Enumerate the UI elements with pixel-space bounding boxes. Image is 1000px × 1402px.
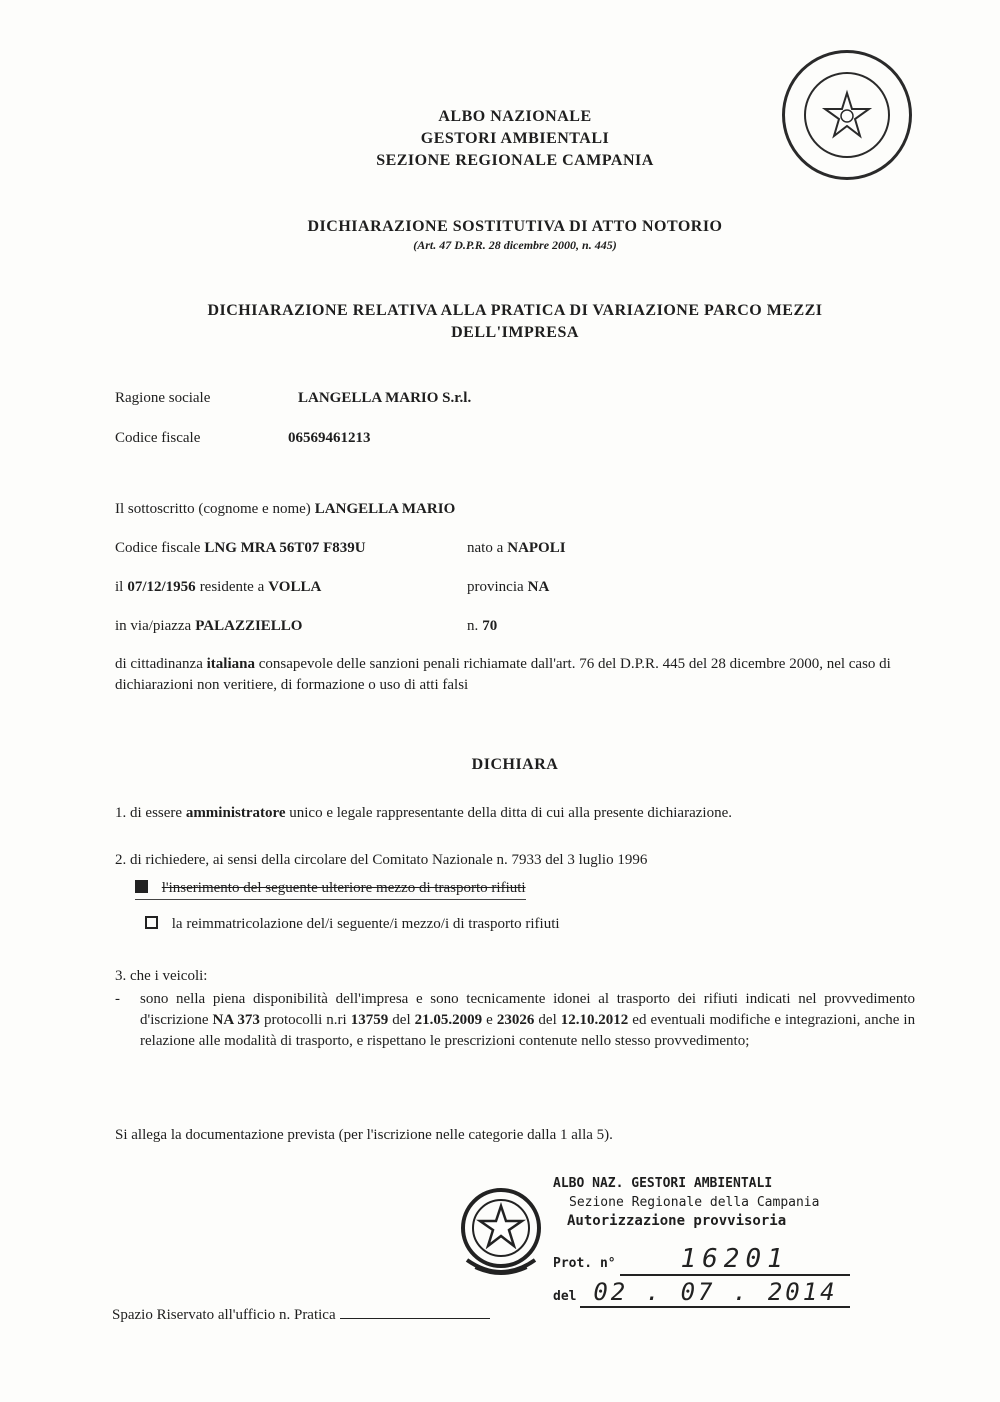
sottoscritto-label: Il sottoscritto (cognome e nome): [115, 501, 311, 517]
via-row: [115, 617, 302, 635]
residente-label: residente a: [199, 579, 265, 595]
il-label: il: [115, 579, 124, 595]
sottoscritto-row: [115, 500, 455, 518]
person-cf-row: [115, 539, 366, 557]
item-3-title: 3. che i veicoli:: [115, 968, 208, 984]
subject-line-1: DICHIARAZIONE RELATIVA ALLA PRATICA DI VARIAZIONE PARCO MEZZI: [207, 302, 823, 319]
header-line-1: ALBO NAZIONALE: [438, 108, 592, 125]
item-3-text-f: ed eventuali modifiche e integrazioni, anche in relazione alle modalità di trasporto, e rispettano le prescrizioni contenute nello stesso provvedimento;: [140, 1012, 916, 1049]
allegati-text: Si allega la documentazione prevista (per l'iscrizione nelle categorie dalla 1 alla 5).: [115, 1127, 613, 1143]
protocol-date: 02 . 07 . 2014: [580, 1278, 850, 1308]
pratica-blank-line: [340, 1303, 490, 1319]
person-cf-value: LNG MRA 56T07 F839U: [204, 540, 366, 556]
option-1-row: [135, 878, 526, 900]
item-3-date-2: 12.10.2012: [560, 1012, 629, 1028]
italian-emblem-icon: [455, 1180, 547, 1284]
protocol-label: Prot. n°: [553, 1256, 616, 1271]
nato-label: nato a: [467, 540, 504, 556]
item-2: 2. di richiedere, ai sensi della circolare del Comitato Nazionale n. 7933 del 3 luglio 1996: [115, 852, 648, 868]
stamp-line-3: Autorizzazione provvisoria: [567, 1213, 787, 1229]
company-cf-value: 06569461213: [288, 430, 371, 446]
item-3-text-c: del: [392, 1012, 411, 1028]
header-line-3: SEZIONE REGIONALE CAMPANIA: [376, 152, 654, 169]
birth-row: [115, 578, 321, 596]
item-1-post: unico e legale rappresentante della ditta di cui alla presente dichiarazione.: [289, 805, 732, 821]
protocol-row: [553, 1244, 873, 1276]
nato-value: NAPOLI: [507, 540, 566, 556]
provincia-row: [467, 578, 549, 596]
birth-date: 07/12/1956: [127, 579, 196, 595]
provincia-value: NA: [527, 579, 550, 595]
item-1: [115, 803, 915, 824]
option-2-label: la reimmatricolazione del/i seguente/i mezzo/i di trasporto rifiuti: [171, 916, 560, 932]
protocol-date-label: del: [553, 1289, 577, 1304]
item-3-text: [140, 989, 915, 1052]
option-2-checkbox[interactable]: [145, 916, 158, 929]
ragione-sociale-value: LANGELLA MARIO S.r.l.: [298, 390, 472, 406]
citizenship-text: consapevole delle sanzioni penali richiamate dall'art. 76 del D.P.R. 445 del 28 dicembre 2000, nel caso di dichiarazioni non veritiere, di formazione o uso di atti falsi: [115, 656, 891, 693]
n-value: 70: [482, 618, 498, 634]
subject-line-2: DELL'IMPRESA: [451, 324, 579, 341]
residente-value: VOLLA: [268, 579, 322, 595]
citizenship-prefix: di cittadinanza: [115, 656, 203, 672]
item-3-date-1: 21.05.2009: [414, 1012, 483, 1028]
company-cf-label: Codice fiscale: [115, 430, 201, 446]
item-1-pre: 1. di essere: [115, 805, 183, 821]
title-main: DICHIARAZIONE SOSTITUTIVA DI ATTO NOTORIO: [307, 218, 723, 235]
item-3-text-a: sono nella piena disponibilità dell'impresa e sono tecnicamente idonei al trasporto dei rifiuti indicati nel provvedimento d'iscrizione: [140, 991, 915, 1028]
item-3-iscrizione: NA 373: [212, 1012, 260, 1028]
item-3-text-e: del: [538, 1012, 557, 1028]
person-cf-label: Codice fiscale: [115, 540, 201, 556]
stamp-line-2: Sezione Regionale della Campania: [569, 1195, 820, 1210]
civico-row: [467, 617, 497, 635]
header: [0, 106, 1000, 172]
document-subject: [0, 300, 1000, 344]
item-3-prot-2: 23026: [496, 1012, 535, 1028]
ragione-sociale-label: Ragione sociale: [115, 390, 211, 406]
citizenship-value: italiana: [206, 656, 255, 672]
authorization-stamp: [553, 1174, 873, 1231]
protocol-number: 16201: [620, 1244, 850, 1276]
via-label: in via/piazza: [115, 618, 192, 634]
item-3-text-b: protocolli n.ri: [263, 1012, 347, 1028]
dichiara-heading: DICHIARA: [471, 756, 559, 773]
item-3-prot-1: 13759: [350, 1012, 389, 1028]
via-value: PALAZZIELLO: [195, 618, 303, 634]
header-line-2: GESTORI AMBIENTALI: [420, 130, 610, 147]
n-label: n.: [467, 618, 479, 634]
document-title: [0, 216, 1000, 253]
title-sub: (Art. 47 D.P.R. 28 dicembre 2000, n. 445): [413, 238, 617, 252]
person-name: LANGELLA MARIO: [314, 501, 456, 517]
option-2-row: [145, 914, 560, 935]
protocol-date-row: [553, 1278, 873, 1308]
item-3-text-d: e: [486, 1012, 493, 1028]
stamp-line-1: ALBO NAZ. GESTORI AMBIENTALI: [553, 1176, 773, 1191]
option-1-label: l'inserimento del seguente ulteriore mezzo di trasporto rifiuti: [161, 880, 526, 896]
item-3-dash: -: [115, 991, 120, 1007]
item-1-bold: amministratore: [185, 805, 286, 821]
nato-row: [467, 539, 566, 557]
option-1-checkbox[interactable]: [135, 880, 148, 893]
footer-row: [112, 1303, 490, 1324]
spazio-riservato-label: Spazio Riservato all'ufficio n. Pratica: [112, 1307, 336, 1323]
citizenship-paragraph: [115, 654, 915, 696]
provincia-label: provincia: [467, 579, 524, 595]
